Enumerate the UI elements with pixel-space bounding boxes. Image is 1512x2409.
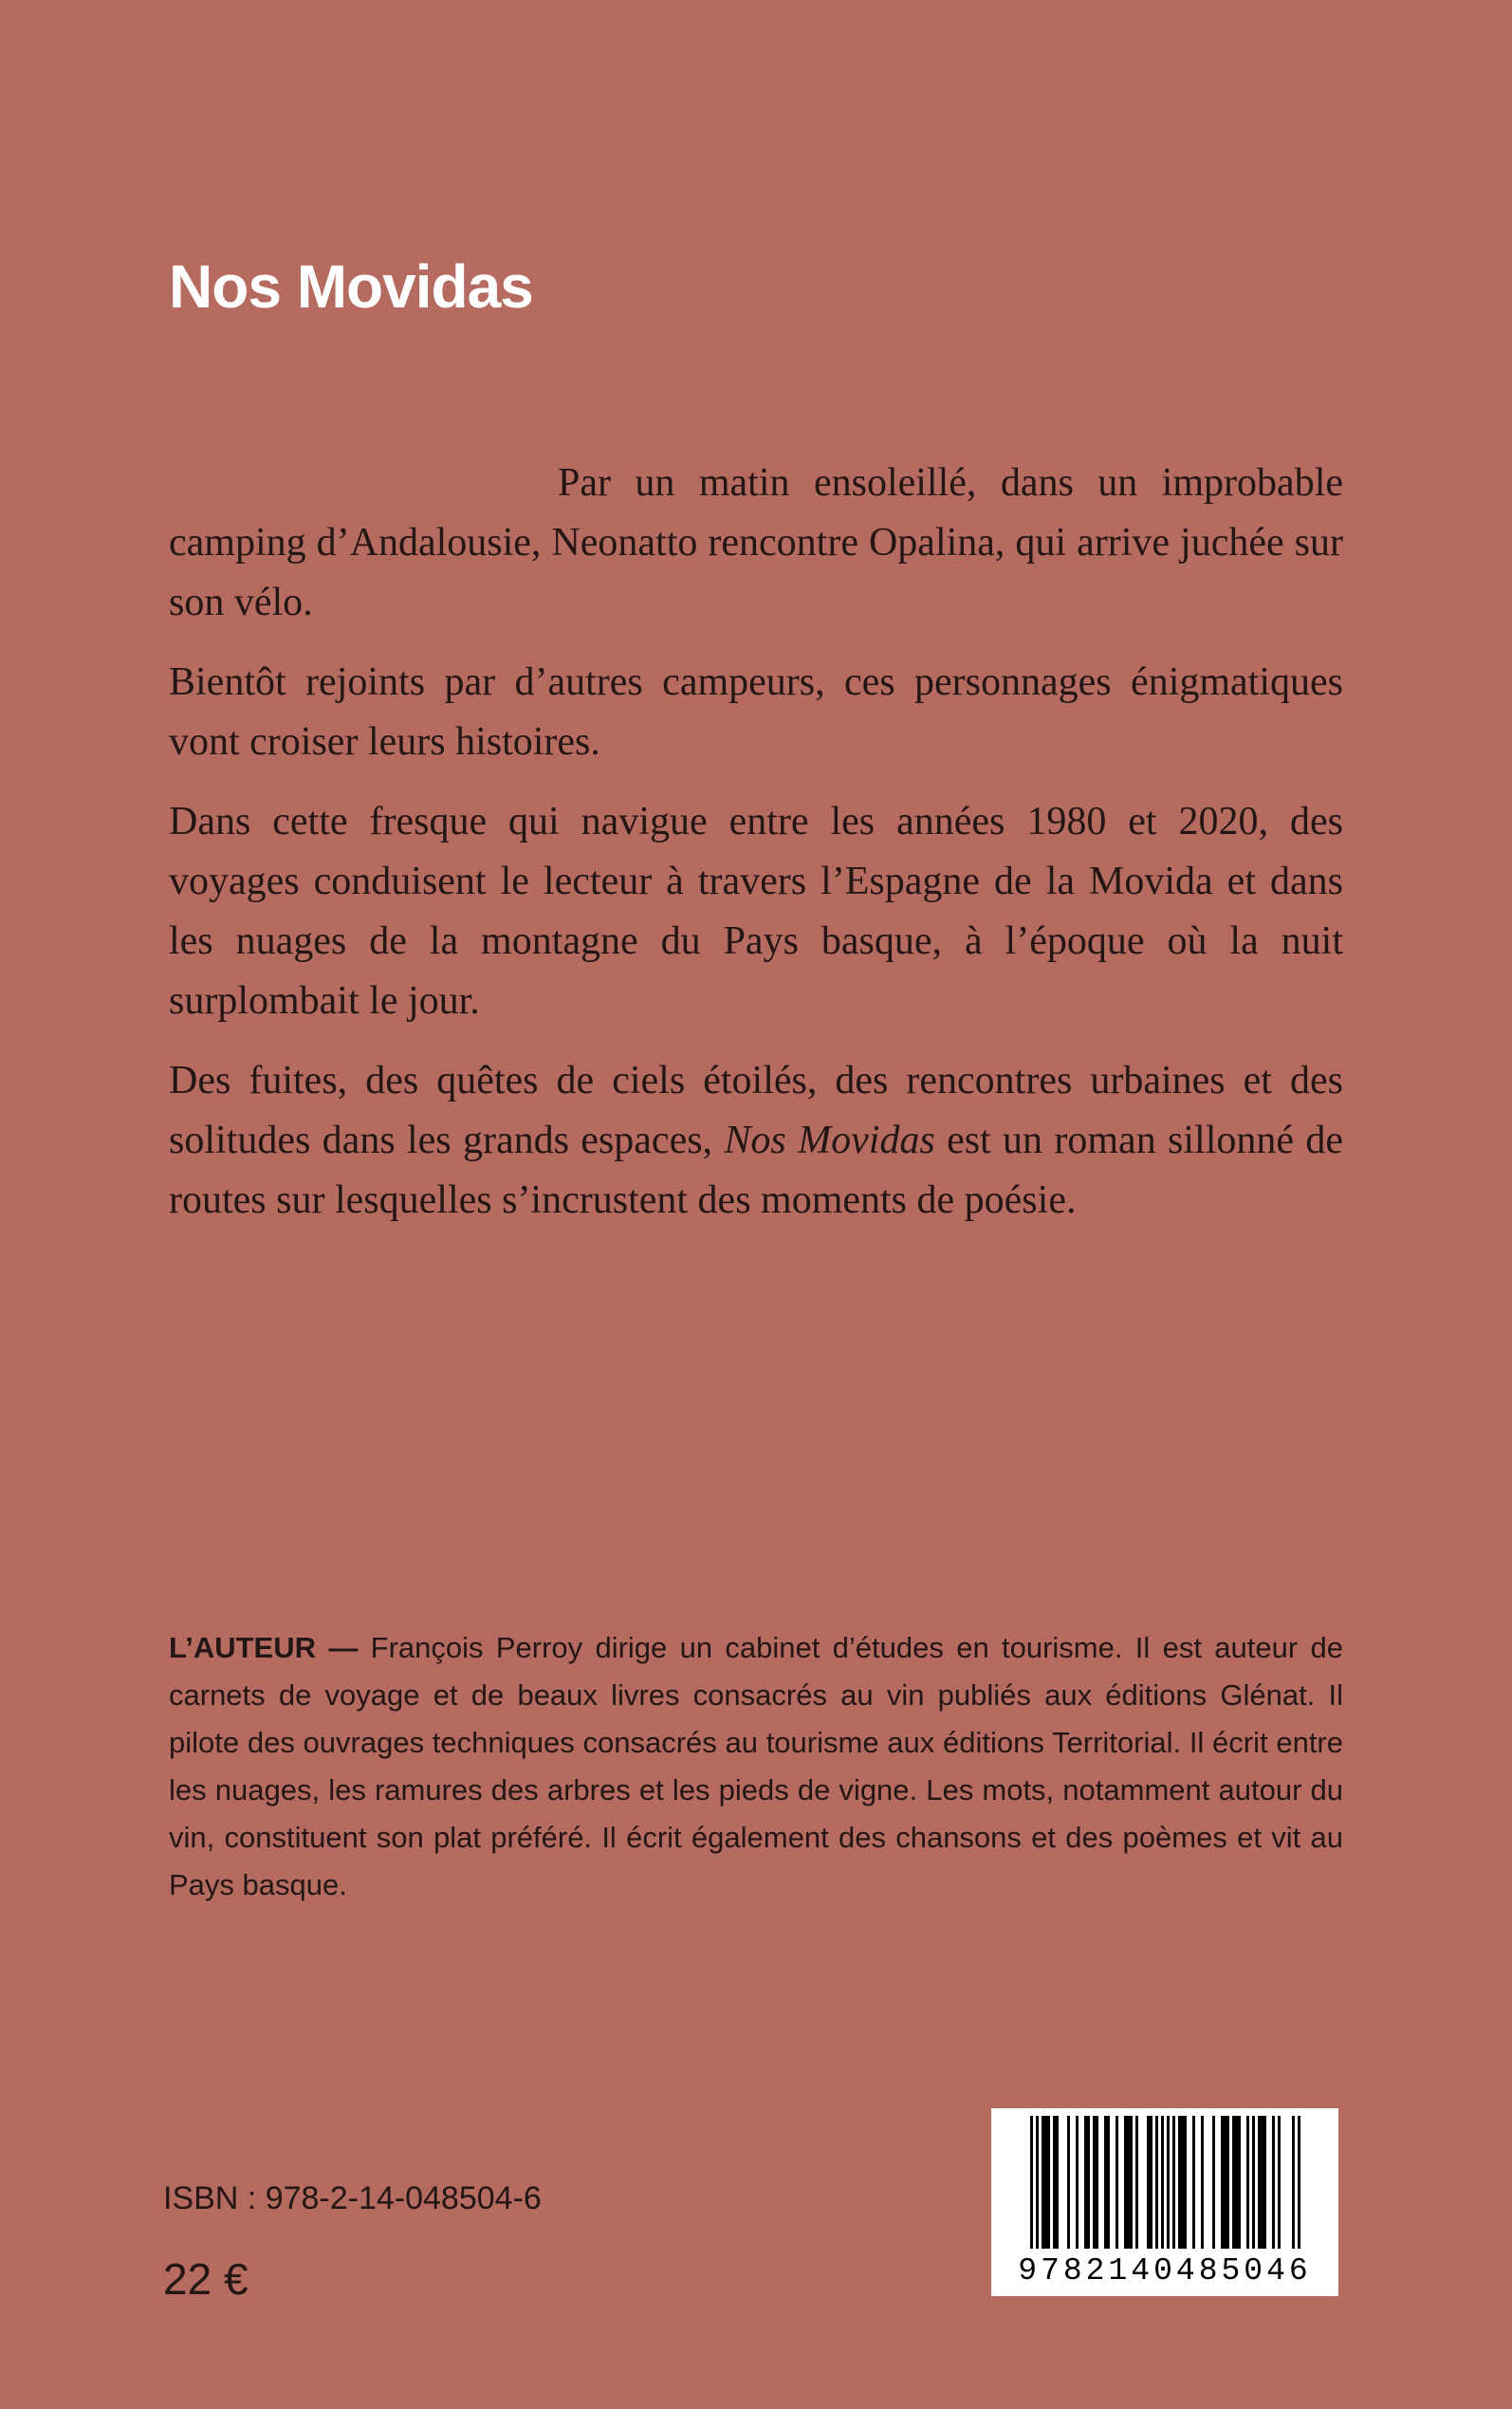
barcode-bar: [1067, 2116, 1070, 2249]
barcode-bar: [1278, 2116, 1281, 2249]
barcode-bar: [1116, 2116, 1118, 2249]
book-title: Nos Movidas: [169, 252, 533, 321]
barcode-bar: [1104, 2116, 1107, 2249]
barcode-bar: [1272, 2116, 1275, 2249]
author-bio: [169, 1624, 1343, 1909]
barcode-bar: [1298, 2116, 1300, 2249]
blurb-paragraph-1: Par un matin ensoleillé, dans un improbable camping d’Andalousie, Neonatto rencontre Opalina, qui arrive juchée sur son vélo.: [169, 461, 1343, 624]
barcode-bar: [1192, 2116, 1195, 2249]
barcode-bar: [1030, 2116, 1033, 2249]
barcode-bar: [1127, 2116, 1130, 2249]
blurb-paragraph-3: Dans cette fresque qui navigue entre les années 1980 et 2020, des voyages conduisent le lecteur à travers l’Espagne de la Movida et dans les nuages de la montagne du Pays basque, à l’époque où la nuit surplombait le jour.: [169, 800, 1343, 1023]
barcode-bar: [1184, 2116, 1187, 2249]
barcode-bar: [1076, 2116, 1079, 2249]
barcode-bar: [1130, 2116, 1133, 2249]
barcode-bar: [1221, 2116, 1224, 2249]
barcode-bar: [1155, 2116, 1158, 2249]
barcode-bar: [1181, 2116, 1184, 2249]
barcode-bar: [1093, 2116, 1096, 2249]
author-label: L’AUTEUR —: [169, 1631, 359, 1664]
barcode-bar: [1232, 2116, 1235, 2249]
isbn-number: ISBN : 978-2-14-048504-6: [163, 2180, 542, 2216]
barcode-bar: [1036, 2116, 1039, 2249]
barcode-bar: [1096, 2116, 1098, 2249]
blurb-paragraph-4: [169, 1051, 1343, 1231]
barcode-bar: [1135, 2116, 1138, 2249]
barcode-bar: [1056, 2116, 1059, 2249]
barcode-bar: [1044, 2116, 1047, 2249]
price: 22 €: [163, 2254, 249, 2304]
blurb-p4-start: Des fuites, des quêtes de ciels étoilés, des rencontres urbaines et des solitudes dans les grands espaces,: [169, 1059, 1343, 1162]
barcode-bar: [1212, 2116, 1215, 2249]
barcode-bar: [1042, 2116, 1044, 2249]
barcode-digits: 9782140485046: [1018, 2253, 1312, 2289]
isbn-barcode: [991, 2108, 1338, 2296]
barcode-bar: [1087, 2116, 1090, 2249]
book-blurb: [169, 454, 1343, 1251]
barcode-bar: [1224, 2116, 1226, 2249]
barcode-bar: [1263, 2116, 1266, 2249]
blurb-p4-title-italic: Nos Movidas: [724, 1119, 935, 1162]
barcode-bar: [1147, 2116, 1150, 2249]
barcode-bar: [1261, 2116, 1263, 2249]
barcode-bar: [1172, 2116, 1175, 2249]
barcode-bar: [1084, 2116, 1087, 2249]
barcode-bar: [1167, 2116, 1170, 2249]
barcode-bar: [1238, 2116, 1241, 2249]
barcode-bar: [1124, 2116, 1127, 2249]
barcode-bar: [1047, 2116, 1050, 2249]
barcode-bar: [1178, 2116, 1181, 2249]
barcode-bar: [1150, 2116, 1152, 2249]
blurb-paragraph-2: Bientôt rejoints par d’autres campeurs, ces personnages énigmatiques vont croiser leurs histoires.: [169, 660, 1343, 764]
barcode-bar: [1235, 2116, 1238, 2249]
barcode-bar: [1053, 2116, 1056, 2249]
author-bio-text: François Perroy dirige un cabinet d’études en tourisme. Il est auteur de carnets de voyage et de beaux livres consacrés au vin publiés aux éditions Glénat. Il pilote des ouvrages techniques consacrés au tourisme aux éditions Territorial. Il écrit entre les nuages, les ramures des arbres et les pieds de vigne. Les mots, notamment autour du vin, constituent son plat préféré. Il écrit également des chansons et des poèmes et vit au Pays basque.: [169, 1631, 1343, 1901]
barcode-bar: [1226, 2116, 1229, 2249]
barcode-bar: [1292, 2116, 1295, 2249]
barcode-bar: [1252, 2116, 1255, 2249]
blurb-p4-end: est un roman sillonné de routes sur lesquelles s’incrustent des moments de poésie.: [169, 1119, 1343, 1222]
barcode-bar: [1246, 2116, 1249, 2249]
barcode-bar: [1161, 2116, 1164, 2249]
barcode-bar: [1107, 2116, 1110, 2249]
barcode-bar: [1258, 2116, 1261, 2249]
barcode-bar: [1201, 2116, 1204, 2249]
